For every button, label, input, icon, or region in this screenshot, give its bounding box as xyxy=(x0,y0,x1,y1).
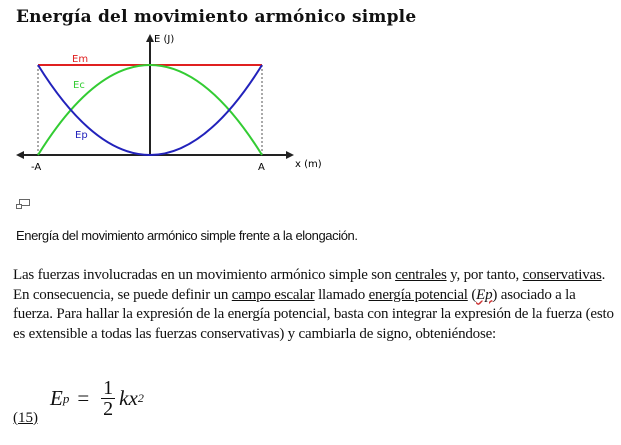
text: . En consecuencia, se puede definir un xyxy=(13,267,606,303)
link-conservativas[interactable]: conservativas xyxy=(522,267,602,283)
equation-number: (15) xyxy=(13,410,38,426)
text: ) asociado a la fuerza. Para hallar la expresión de la energía potencial, basta con integrar la expresión de la fuerza (esto es extensible a todas las fuerzas conservativas) y cambiarla de signo, obteniéndose: xyxy=(13,286,614,342)
x-axis-left-arrow xyxy=(16,151,24,159)
em-label: Em xyxy=(72,54,89,65)
text: llamado xyxy=(314,286,369,303)
tick-a: A xyxy=(258,162,265,173)
x-axis-label: x (m) xyxy=(295,159,322,170)
link-energia-potencial[interactable]: energía potencial xyxy=(368,286,468,303)
enlarge-icon[interactable] xyxy=(15,198,31,210)
eq-lhs: E xyxy=(50,386,63,410)
eq-denominator: 2 xyxy=(103,398,114,420)
x-axis-right-arrow xyxy=(286,151,294,159)
link-centrales[interactable]: centrales xyxy=(395,267,447,283)
link-campo-escalar[interactable]: campo escalar xyxy=(231,286,315,303)
tick-minus-a: -A xyxy=(31,162,42,173)
text: Las fuerzas involucradas en un movimiento armónico simple son xyxy=(13,267,396,283)
section-title: Energía del movimiento armónico simple xyxy=(16,7,417,27)
ec-label: Ec xyxy=(73,80,85,91)
eq-rhs: kx xyxy=(119,386,138,410)
body-paragraph xyxy=(13,266,618,344)
y-axis-label: E (J) xyxy=(154,34,175,45)
text: ( xyxy=(467,286,477,303)
figure-caption: Energía del movimiento armónico simple frente a la elongación. xyxy=(16,228,358,243)
energy-diagram[interactable] xyxy=(0,30,340,180)
eq-numerator: 1 xyxy=(103,377,114,399)
eq-fraction xyxy=(101,378,115,419)
ep-label: Ep xyxy=(75,130,88,141)
equation xyxy=(50,378,144,419)
y-axis-arrow xyxy=(146,34,154,42)
eq-lhs-sub: p xyxy=(62,390,70,406)
text: y, por tanto, xyxy=(446,267,523,283)
eq-rhs-sup: 2 xyxy=(137,391,144,405)
eq-equals: = xyxy=(77,386,90,410)
ep-symbol: Ep xyxy=(476,286,493,303)
